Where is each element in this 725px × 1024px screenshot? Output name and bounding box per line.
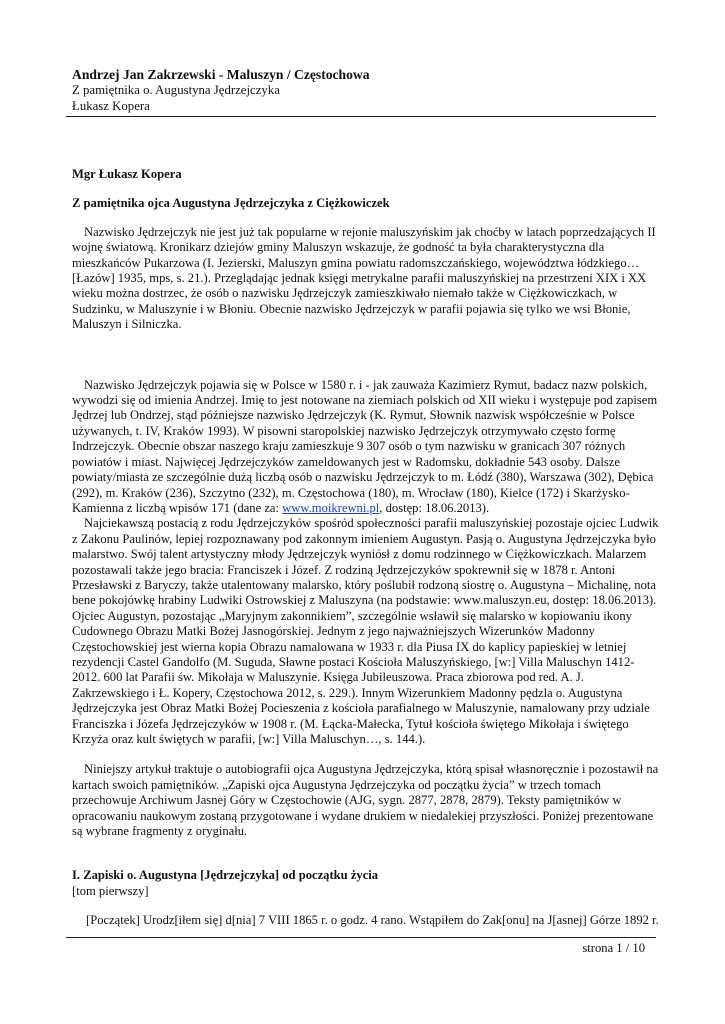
page-header	[72, 67, 656, 114]
header-subtitle: Z pamiętnika o. Augustyna Jędrzejczyka	[72, 83, 280, 97]
paragraph-2	[72, 378, 659, 517]
paragraph-1: Nazwisko Jędrzejczyk nie jest już tak popularne w rejonie maluszyńskim jak choćby w latach poprzedzających II wojnę światową. Kronikarz dziejów gminy Maluszyn wskazuje, że godność ta była charakterystyczna dla mieszkańców Pukarzowa (I. Jezierski, Maluszyn gmina powiatu radomszczańskiego, województwa łódzkiego… [Łazów] 1935, mps, s. 21.). Przeglądając jednak księgi metrykalne parafii maluszyńskiej na przestrzeni XIX i XX wieku można dostrzec, że osób o nazwisku Jędrzejczyk zamieszkiwało niemało także w Ciężkowiczkach, w Sudzinku, w Maluszynie i w Błoniu. Obecnie nazwisko Jędrzejczyk w parafii pojawia się tylko we wsi Błonie, Maluszyn i Silniczka.	[72, 224, 656, 332]
moikrewni-link[interactable]: www.moikrewni.pl	[282, 500, 380, 515]
header-divider	[66, 116, 656, 117]
author-line: Mgr Łukasz Kopera	[72, 167, 182, 181]
paragraph-2-text: Nazwisko Jędrzejczyk pojawia się w Polsce w 1580 r. i - jak zauważa Kazimierz Rymut, badacz nazw polskich, wywodzi się od imienia Andrzej. Imię to jest notowane na ziemiach polskich od XII wieku i występuje pod zapisem Jędrzej lub Ondrzej, stąd późniejsze nazwisko Jędrzejczyk (K. Rymut, Słownik nazwisk współcześnie w Polsce używanych, t. IV, Kraków 1993). W pisowni staropolskiej nazwisko Jędrzejczyk otrzymywało często formę Indrzejczyk. Obecnie obszar naszego kraju zamieszkuje 9 307 osób o tym nazwisku w granicach 307 różnych powiatów i miast. Najwięcej Jędrzejczyków zameldowanych jest w Radomsku, dokładnie 543 osoby. Dalsze powiaty/miasta ze szczególnie dużą liczbą osób o nazwisku Jędrzejczyk to m. Łódź (380), Warszawa (302), Dębica (292), m. Kraków (236), Szczytno (232), m. Częstochowa (180), m. Wrocław (180), Kielce (172) i Skarżysko-Kamienna z liczbą wpisów 171 (dane za:	[72, 377, 658, 515]
header-author: Łukasz Kopera	[72, 98, 150, 113]
section-subtitle: [tom pierwszy]	[72, 883, 149, 898]
paragraph-3: Najciekawszą postacią z rodu Jędrzejczyków spośród społeczności parafii maluszyńskiej pozostaje ojciec Ludwik z Zakonu Paulinów, lepiej rozpoznawany pod zakonnym imieniem Augustyn. Pasją o. Augustyna Jędrzejczyka było malarstwo. Swój talent artystyczny młody Jędrzejczyk wyniósł z domu rodzinnego w Ciężkowiczkach. Malarzem pozostawali także jego bracia: Franciszek i Józef. Z rodziną Jędrzejczyków spokrewnił się w 1878 r. Antoni Przesławski z Baryczy, także utalentowany malarsko, który poślubił rodzoną siostrę o. Augustyna – Michalinę, nota bene pokojówkę hrabiny Ludwiki Ostrowskiej z Maluszyna (na podstawie: www.maluszyn.eu, dostęp: 18.06.2013). Ojciec Augustyn, pozostając „Maryjnym zakonnikiem”, szczególnie wsławił się malarsko w kopiowaniu ikony Cudownego Obrazu Matki Bożej Jasnogórskiej. Jednym z jego najważniejszych Wizerunków Madonny Częstochowskiej jest wierna kopia Obrazu namalowana w 1933 r. dla Piusa IX do kaplicy papieskiej w letniej rezydencji Castel Gandolfo (M. Suguda, Sławne postaci Kościoła Maluszyńskiego, [w:] Villa Maluschyn 1412-2012. 600 lat Parafii św. Mikołaja w Maluszynie. Księga Jubileuszowa. Praca zbiorowa pod red. A. J. Zakrzewskiego i Ł. Kopery, Częstochowa 2012, s. 229.). Innym Wizerunkiem Madonny pędzla o. Augustyna Jędrzejczyka jest Obraz Matki Bożej Pocieszenia z kościoła parafialnego w Maluszynie, namalowany przy udziale Franciszka i Józefa Jędrzejczyków w 1908 r. (M. Łącka-Małecka, Tytuł kościoła świętego Mikołaja i świętego Krzyża oraz kult świętych w parafii, [w:] Villa Maluschyn…, s. 144.).	[72, 516, 659, 746]
footer-divider	[66, 937, 656, 938]
article-title: Z pamiętnika ojca Augustyna Jędrzejczyka z Ciężkowiczek	[72, 196, 390, 211]
section-title: I. Zapiski o. Augustyna [Jędrzejczyka] od początku życia	[72, 868, 379, 883]
header-title: Andrzej Jan Zakrzewski - Maluszyn / Częstochowa	[72, 67, 370, 82]
paragraph-2-tail: , dostęp: 18.06.2013).	[379, 500, 490, 515]
page-number: strona 1 / 10	[582, 941, 645, 955]
paragraph-4: Niniejszy artykuł traktuje o autobiografii ojca Augustyna Jędrzejczyka, którą spisał własnoręcznie i pozostawił na kartach swoich pamiętników. „Zapiski ojca Augustyna Jędrzejczyka od początku życia” w trzech tomach przechowuje Archiwum Jasnej Góry w Częstochowie (AJG, sygn. 2877, 2878, 2879). Teksty pamiętników w opracowaniu naukowym zostaną przygotowane i wydane drukiem w niedalekiej przyszłości. Poniżej prezentowane są wybrane fragmenty z oryginału.	[72, 762, 659, 839]
paragraph-5: [Początek] Urodz[iłem się] d[nia] 7 VIII 1865 r. o godz. 4 rano. Wstąpiłem do Zak[onu] na J[asnej] Górze 1892 r.	[86, 913, 659, 928]
document-body	[72, 167, 659, 929]
